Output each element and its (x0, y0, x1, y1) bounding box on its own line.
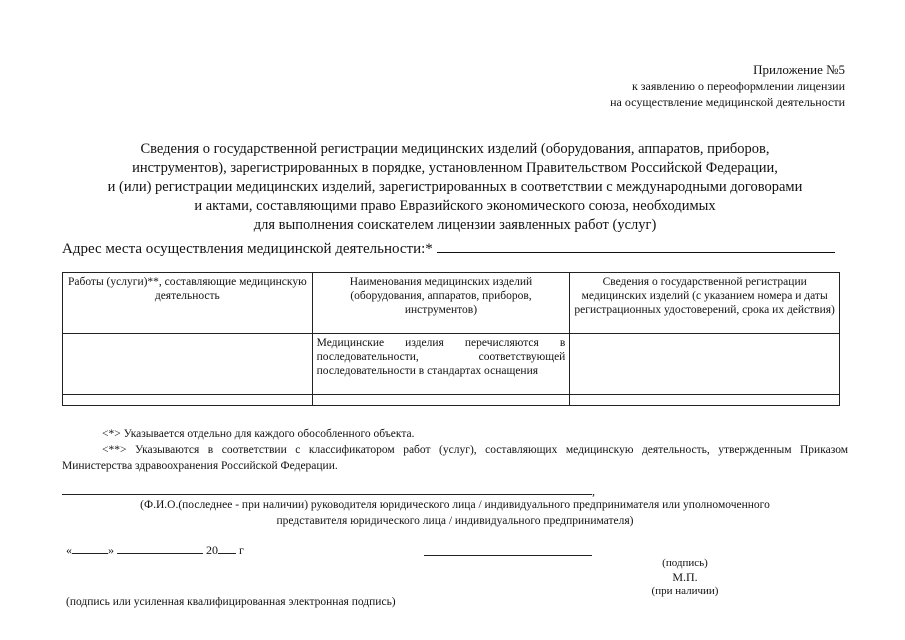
table-row (63, 334, 840, 395)
fio-caption (62, 497, 848, 529)
appendix-number: Приложение №5 (753, 62, 845, 77)
ecp-caption: (подпись или усиленная квалифицированная электронная подпись) (66, 596, 396, 608)
signature-captions (620, 556, 750, 598)
fio-comma: , (592, 484, 595, 498)
date-year-suffix: г (239, 543, 244, 557)
signature-label: (подпись) (662, 557, 708, 569)
registration-table (62, 272, 840, 406)
appendix-reference (525, 62, 845, 110)
footnote-1: <*> Указывается отдельно для каждого обособленного объекта. (102, 428, 415, 440)
fio-caption-line-2: представителя юридического лица / индивидуального предпринимателя) (276, 515, 634, 527)
cell-empty[interactable] (63, 395, 313, 406)
date-year-prefix: 20 (206, 543, 218, 557)
heading-line-4: и актами, составляющими право Евразийского экономического союза, необходимых (194, 198, 716, 214)
appendix-line-1: к заявлению о переоформлении лицензии (631, 79, 845, 93)
fio-caption-line-1: (Ф.И.О.(последнее - при наличии) руководителя юридического лица / индивидуального предпринимателя или уполномоченного (140, 499, 770, 511)
appendix-line-2: на осуществление медицинской деятельности (610, 95, 845, 109)
address-line (62, 240, 842, 258)
date-day-input[interactable] (72, 542, 108, 554)
header-works: Работы (услуги)**, составляющие медицинскую деятельность (63, 273, 313, 334)
date-month-input[interactable] (117, 542, 203, 554)
document-heading (60, 140, 850, 235)
stamp-note: (при наличии) (651, 585, 719, 597)
header-device-names: Наименования медицинских изделий (оборудования, аппаратов, приборов, инструментов) (312, 273, 570, 334)
cell-works[interactable] (63, 334, 313, 395)
address-label: Адрес места осуществления медицинской деятельности:* (62, 241, 433, 257)
stamp-label: М.П. (672, 570, 698, 584)
address-input-line[interactable] (437, 240, 835, 253)
signature-input-line[interactable] (424, 555, 592, 556)
date-close-quote: » (108, 543, 114, 557)
heading-line-1: Сведения о государственной регистрации медицинских изделий (оборудования, аппаратов, приборов, (140, 141, 770, 157)
table-header-row (63, 273, 840, 334)
date-year-input[interactable] (218, 542, 236, 554)
date-line (66, 542, 244, 558)
cell-device-names: Медицинские изделия перечисляются в последовательности, соответствующей последовательности в стандартах оснащения (312, 334, 570, 395)
fio-input-line[interactable] (62, 494, 592, 495)
table-row (63, 395, 840, 406)
date-open-quote: « (66, 543, 72, 557)
cell-empty[interactable] (312, 395, 570, 406)
heading-line-3: и (или) регистрации медицинских изделий, зарегистрированных в соответствии с международными договорами (107, 179, 803, 195)
footnote-2: <**> Указываются в соответствии с классификатором работ (услуг), составляющих медицинскую деятельность, утвержденным Приказом Министерства здравоохранения Российской Федерации. (62, 444, 848, 472)
header-registration-info: Сведения о государственной регистрации медицинских изделий (с указанием номера и даты регистрационных удостоверений, срока их действия) (570, 273, 840, 334)
heading-line-5: для выполнения соискателем лицензии заявленных работ (услуг) (253, 217, 657, 233)
footnotes (62, 426, 848, 474)
cell-registration-info[interactable] (570, 334, 840, 395)
cell-empty[interactable] (570, 395, 840, 406)
heading-line-2: инструментов), зарегистрированных в порядке, установленном Правительством Российской Федерации, (132, 160, 778, 176)
